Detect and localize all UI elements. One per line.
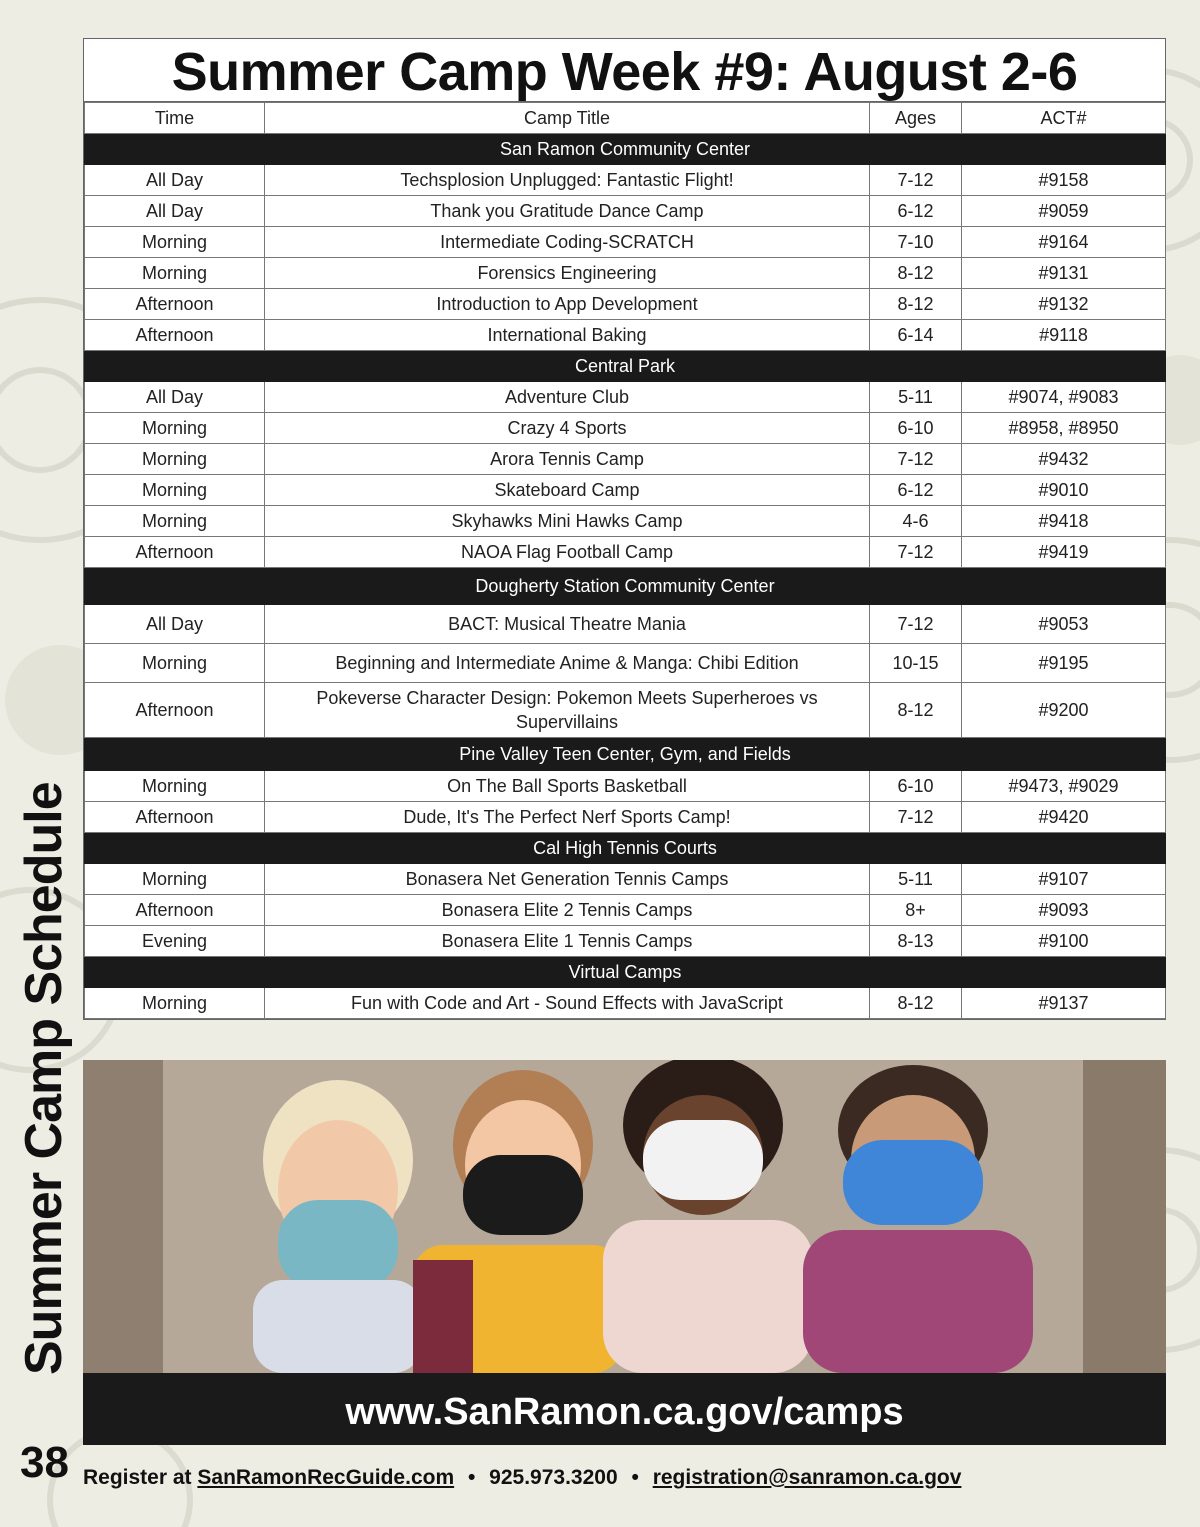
time-cell: Afternoon: [85, 683, 265, 738]
location-row: [85, 568, 1166, 605]
camp-title-cell: International Baking: [265, 320, 870, 351]
ages-cell: 8-12: [870, 988, 962, 1019]
ages-cell: 4-6: [870, 506, 962, 537]
ages-cell: 7-12: [870, 444, 962, 475]
time-cell: Morning: [85, 227, 265, 258]
location-name: Cal High Tennis Courts: [85, 833, 1166, 864]
act-cell: #9473, #9029: [962, 771, 1166, 802]
location-name: Pine Valley Teen Center, Gym, and Fields: [85, 738, 1166, 771]
act-cell: #9131: [962, 258, 1166, 289]
footer: [83, 1466, 1183, 1490]
camp-title-cell: BACT: Musical Theatre Mania: [265, 605, 870, 644]
camp-title-cell: Bonasera Elite 2 Tennis Camps: [265, 895, 870, 926]
camp-title-cell: Intermediate Coding-SCRATCH: [265, 227, 870, 258]
kids-photo-illustration: [83, 1060, 1166, 1373]
location-row: [85, 738, 1166, 771]
header-row: [85, 103, 1166, 134]
camps-url-banner[interactable]: www.SanRamon.ca.gov/camps: [83, 1373, 1166, 1445]
camp-title-cell: Pokeverse Character Design: Pokemon Meets Superheroes vs Supervillains: [265, 683, 870, 738]
location-row: [85, 134, 1166, 165]
column-header-camp-title: Camp Title: [265, 103, 870, 134]
phone-number: 925.973.3200: [489, 1466, 618, 1489]
kids-photo: [83, 1060, 1166, 1373]
act-cell: #9107: [962, 864, 1166, 895]
ages-cell: 6-14: [870, 320, 962, 351]
ages-cell: 7-10: [870, 227, 962, 258]
footer-separator: •: [631, 1466, 639, 1489]
camp-title-cell: Fun with Code and Art - Sound Effects with JavaScript: [265, 988, 870, 1019]
act-cell: #9137: [962, 988, 1166, 1019]
table-row: [85, 864, 1166, 895]
act-cell: #8958, #8950: [962, 413, 1166, 444]
time-cell: Morning: [85, 444, 265, 475]
ages-cell: 5-11: [870, 864, 962, 895]
table-row: [85, 444, 1166, 475]
act-cell: #9418: [962, 506, 1166, 537]
ages-cell: 8-12: [870, 289, 962, 320]
camp-title-cell: Skyhawks Mini Hawks Camp: [265, 506, 870, 537]
act-cell: #9093: [962, 895, 1166, 926]
act-cell: #9100: [962, 926, 1166, 957]
camp-title-cell: Dude, It's The Perfect Nerf Sports Camp!: [265, 802, 870, 833]
table-row: [85, 771, 1166, 802]
footer-separator: •: [467, 1466, 476, 1489]
time-cell: Afternoon: [85, 289, 265, 320]
camp-title-cell: Techsplosion Unplugged: Fantastic Flight!: [265, 165, 870, 196]
table-row: [85, 227, 1166, 258]
act-cell: #9420: [962, 802, 1166, 833]
camp-title-cell: Arora Tennis Camp: [265, 444, 870, 475]
table-row: [85, 644, 1166, 683]
act-cell: #9132: [962, 289, 1166, 320]
location-name: Virtual Camps: [85, 957, 1166, 988]
register-link[interactable]: SanRamonRecGuide.com: [197, 1466, 455, 1489]
table-row: [85, 537, 1166, 568]
time-cell: Morning: [85, 644, 265, 683]
page-number: 38: [20, 1438, 69, 1487]
time-cell: Morning: [85, 475, 265, 506]
time-cell: Morning: [85, 988, 265, 1019]
ages-cell: 7-12: [870, 537, 962, 568]
table-row: [85, 506, 1166, 537]
table-row: [85, 926, 1166, 957]
table-row: [85, 683, 1166, 738]
location-row: [85, 957, 1166, 988]
time-cell: All Day: [85, 196, 265, 227]
camp-title-cell: Bonasera Net Generation Tennis Camps: [265, 864, 870, 895]
ages-cell: 8-13: [870, 926, 962, 957]
column-header-act: ACT#: [962, 103, 1166, 134]
email-link[interactable]: registration@sanramon.ca.gov: [652, 1466, 962, 1489]
ages-cell: 7-12: [870, 605, 962, 644]
act-cell: #9010: [962, 475, 1166, 506]
act-cell: #9195: [962, 644, 1166, 683]
act-cell: #9118: [962, 320, 1166, 351]
ages-cell: 6-12: [870, 475, 962, 506]
time-cell: Morning: [85, 506, 265, 537]
register-prefix: Register at: [83, 1466, 192, 1489]
ages-cell: 6-10: [870, 413, 962, 444]
time-cell: Afternoon: [85, 895, 265, 926]
ages-cell: 10-15: [870, 644, 962, 683]
table-row: [85, 605, 1166, 644]
camp-title-cell: Skateboard Camp: [265, 475, 870, 506]
act-cell: #9053: [962, 605, 1166, 644]
time-cell: Afternoon: [85, 537, 265, 568]
schedule-table: [84, 102, 1166, 1019]
camp-title-cell: Beginning and Intermediate Anime & Manga: Chibi Edition: [265, 644, 870, 683]
table-row: [85, 320, 1166, 351]
table-row: [85, 165, 1166, 196]
time-cell: Morning: [85, 413, 265, 444]
ages-cell: 8-12: [870, 258, 962, 289]
ages-cell: 7-12: [870, 165, 962, 196]
camp-title-cell: Bonasera Elite 1 Tennis Camps: [265, 926, 870, 957]
table-row: [85, 258, 1166, 289]
table-row: [85, 802, 1166, 833]
time-cell: Afternoon: [85, 320, 265, 351]
table-row: [85, 413, 1166, 444]
table-row: [85, 382, 1166, 413]
camp-title-cell: Introduction to App Development: [265, 289, 870, 320]
location-name: Central Park: [85, 351, 1166, 382]
location-row: [85, 833, 1166, 864]
camp-title-cell: Forensics Engineering: [265, 258, 870, 289]
time-cell: All Day: [85, 605, 265, 644]
act-cell: #9164: [962, 227, 1166, 258]
ages-cell: 8-12: [870, 683, 962, 738]
schedule-table-container: [83, 38, 1166, 1020]
camp-title-cell: Crazy 4 Sports: [265, 413, 870, 444]
time-cell: Morning: [85, 864, 265, 895]
ages-cell: 6-12: [870, 196, 962, 227]
table-row: [85, 895, 1166, 926]
camp-title-cell: Adventure Club: [265, 382, 870, 413]
camp-title-cell: Thank you Gratitude Dance Camp: [265, 196, 870, 227]
act-cell: #9059: [962, 196, 1166, 227]
sidebar-title: Summer Camp Schedule: [15, 782, 73, 1375]
time-cell: All Day: [85, 165, 265, 196]
schedule-title: Summer Camp Week #9: August 2-6: [84, 39, 1165, 102]
act-cell: #9074, #9083: [962, 382, 1166, 413]
table-row: [85, 475, 1166, 506]
act-cell: #9432: [962, 444, 1166, 475]
location-name: Dougherty Station Community Center: [85, 568, 1166, 605]
camp-title-cell: NAOA Flag Football Camp: [265, 537, 870, 568]
time-cell: Morning: [85, 258, 265, 289]
ages-cell: 8+: [870, 895, 962, 926]
ages-cell: 6-10: [870, 771, 962, 802]
time-cell: All Day: [85, 382, 265, 413]
time-cell: Morning: [85, 771, 265, 802]
time-cell: Evening: [85, 926, 265, 957]
location-name: San Ramon Community Center: [85, 134, 1166, 165]
column-header-time: Time: [85, 103, 265, 134]
camp-title-cell: On The Ball Sports Basketball: [265, 771, 870, 802]
column-header-ages: Ages: [870, 103, 962, 134]
ages-cell: 7-12: [870, 802, 962, 833]
act-cell: #9419: [962, 537, 1166, 568]
act-cell: #9158: [962, 165, 1166, 196]
table-row: [85, 289, 1166, 320]
ages-cell: 5-11: [870, 382, 962, 413]
act-cell: #9200: [962, 683, 1166, 738]
table-row: [85, 988, 1166, 1019]
table-row: [85, 196, 1166, 227]
time-cell: Afternoon: [85, 802, 265, 833]
location-row: [85, 351, 1166, 382]
